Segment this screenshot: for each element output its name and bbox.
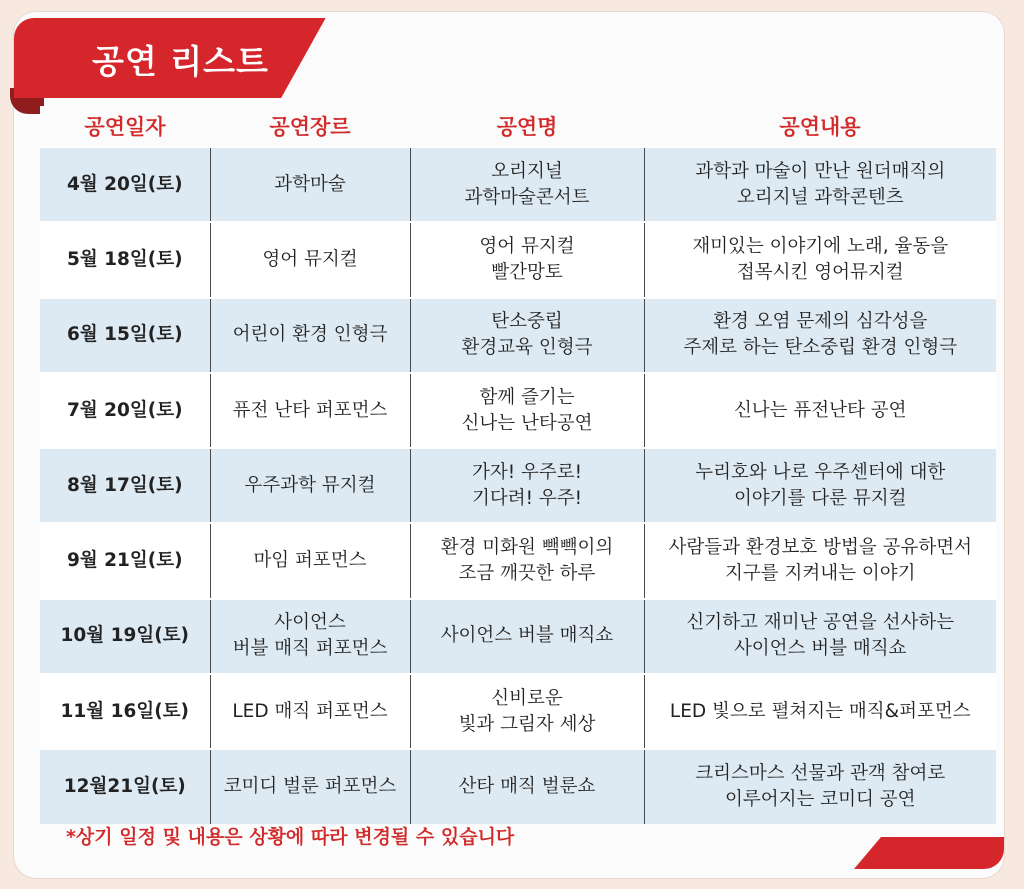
cell-genre [210, 373, 410, 448]
cell-genre-line: LED 매직 퍼포먼스 [232, 700, 388, 722]
page-title: 공연 리스트 [92, 42, 269, 81]
cell-genre-line: 사이언스 [274, 612, 346, 634]
cell-genre-line: 버블 매직 퍼포먼스 [232, 638, 388, 660]
cell-content [644, 674, 996, 749]
table-row [40, 523, 996, 598]
table-row [40, 373, 996, 448]
cell-date: 8월 17일(토) [40, 448, 210, 523]
cell-content-line: 신나는 퓨전난타 공연 [733, 399, 907, 421]
cell-content [644, 599, 996, 674]
cell-name [410, 147, 644, 222]
table-row [40, 749, 996, 823]
table-row [40, 674, 996, 749]
cell-content [644, 373, 996, 448]
cell-name-line: 기다려! 우주! [471, 487, 583, 509]
cell-name [410, 749, 644, 823]
cell-content-line: 이야기를 다룬 뮤지컬 [733, 487, 907, 509]
cell-content-line: 오리지널 과학콘텐츠 [736, 186, 904, 208]
cell-name-line: 가자! 우주로! [471, 461, 583, 483]
cell-genre-line: 우주과학 뮤지컬 [244, 474, 376, 496]
cell-content-line: 재미있는 이야기에 노래, 율동을 [692, 235, 949, 257]
cell-genre-line: 과학마술 [274, 173, 346, 195]
table-row [40, 222, 996, 297]
cell-content-line: 사이언스 버블 매직쇼 [733, 638, 907, 660]
cell-name [410, 523, 644, 598]
cell-date: 12월21일(토) [40, 749, 210, 823]
table-row [40, 298, 996, 373]
cell-content-line: 누리호와 나로 우주센터에 대한 [695, 461, 946, 483]
cell-name-line: 산타 매직 벌룬쇼 [458, 776, 596, 798]
cell-genre [210, 599, 410, 674]
cell-content-line: LED 빛으로 펼쳐지는 매직&퍼포먼스 [669, 700, 971, 722]
cell-date: 10월 19일(토) [40, 599, 210, 674]
cell-content-line: 지구를 지켜내는 이야기 [725, 563, 916, 585]
cell-genre [210, 674, 410, 749]
cell-name-line: 탄소중립 [491, 311, 563, 333]
cell-name [410, 448, 644, 523]
cell-genre [210, 222, 410, 297]
cell-content [644, 523, 996, 598]
cell-content [644, 147, 996, 222]
table-row [40, 448, 996, 523]
cell-content [644, 298, 996, 373]
cell-content-line: 이루어지는 코미디 공연 [725, 789, 916, 811]
cell-name-line: 조금 깨끗한 하루 [458, 563, 596, 585]
cell-genre [210, 448, 410, 523]
cell-genre-line: 마임 퍼포먼스 [253, 550, 367, 572]
cell-genre-line: 코미디 벌룬 퍼포먼스 [223, 776, 397, 798]
cell-name [410, 222, 644, 297]
cell-name-line: 함께 즐기는 [479, 386, 575, 408]
cell-name-line: 과학마술콘서트 [464, 186, 590, 208]
cell-name-line: 신비로운 [491, 687, 563, 709]
performance-table [40, 106, 996, 824]
cell-content-line: 주제로 하는 탄소중립 환경 인형극 [683, 337, 958, 359]
cell-genre [210, 298, 410, 373]
cell-content [644, 448, 996, 523]
cell-date: 5월 18일(토) [40, 222, 210, 297]
cell-content-line: 신기하고 재미난 공연을 선사하는 [686, 612, 955, 634]
cell-content-line: 과학과 마술이 만난 원더매직의 [695, 160, 946, 182]
cell-name-line: 신나는 난타공연 [461, 412, 593, 434]
column-header-genre: 공연장르 [210, 106, 410, 147]
cell-genre-line: 어린이 환경 인형극 [232, 324, 388, 346]
cell-content-line: 사람들과 환경보호 방법을 공유하면서 [668, 537, 973, 559]
cell-date: 7월 20일(토) [40, 373, 210, 448]
cell-date: 11월 16일(토) [40, 674, 210, 749]
cell-content-line: 환경 오염 문제의 심각성을 [713, 311, 928, 333]
cell-genre-line: 영어 뮤지컬 [262, 248, 358, 270]
table-row [40, 599, 996, 674]
cell-content-line: 크리스마스 선물과 관객 참여로 [695, 763, 946, 785]
cell-name [410, 373, 644, 448]
cell-name-line: 환경 미화원 빽빽이의 [440, 537, 614, 559]
table-row [40, 147, 996, 222]
table-header-row [40, 106, 996, 147]
cell-name-line: 빛과 그림자 세상 [458, 713, 596, 735]
cell-date: 4월 20일(토) [40, 147, 210, 222]
cell-content [644, 749, 996, 823]
cell-content [644, 222, 996, 297]
cell-name [410, 599, 644, 674]
column-header-date: 공연일자 [40, 106, 210, 147]
cell-genre [210, 523, 410, 598]
footnote: *상기 일정 및 내용은 상황에 따라 변경될 수 있습니다 [66, 826, 515, 848]
cell-name-line: 환경교육 인형극 [461, 337, 593, 359]
cell-name [410, 674, 644, 749]
column-header-name: 공연명 [410, 106, 644, 147]
cell-name-line: 빨간망토 [491, 261, 563, 283]
cell-name-line: 사이언스 버블 매직쇼 [440, 625, 614, 647]
cell-name-line: 영어 뮤지컬 [479, 235, 575, 257]
column-header-content: 공연내용 [644, 106, 996, 147]
cell-date: 9월 21일(토) [40, 523, 210, 598]
cell-date: 6월 15일(토) [40, 298, 210, 373]
cell-name-line: 오리지널 [491, 160, 563, 182]
cell-genre-line: 퓨전 난타 퍼포먼스 [232, 399, 388, 421]
cell-genre [210, 147, 410, 222]
cell-name [410, 298, 644, 373]
cell-content-line: 접목시킨 영어뮤지컬 [736, 261, 904, 283]
cell-genre [210, 749, 410, 823]
